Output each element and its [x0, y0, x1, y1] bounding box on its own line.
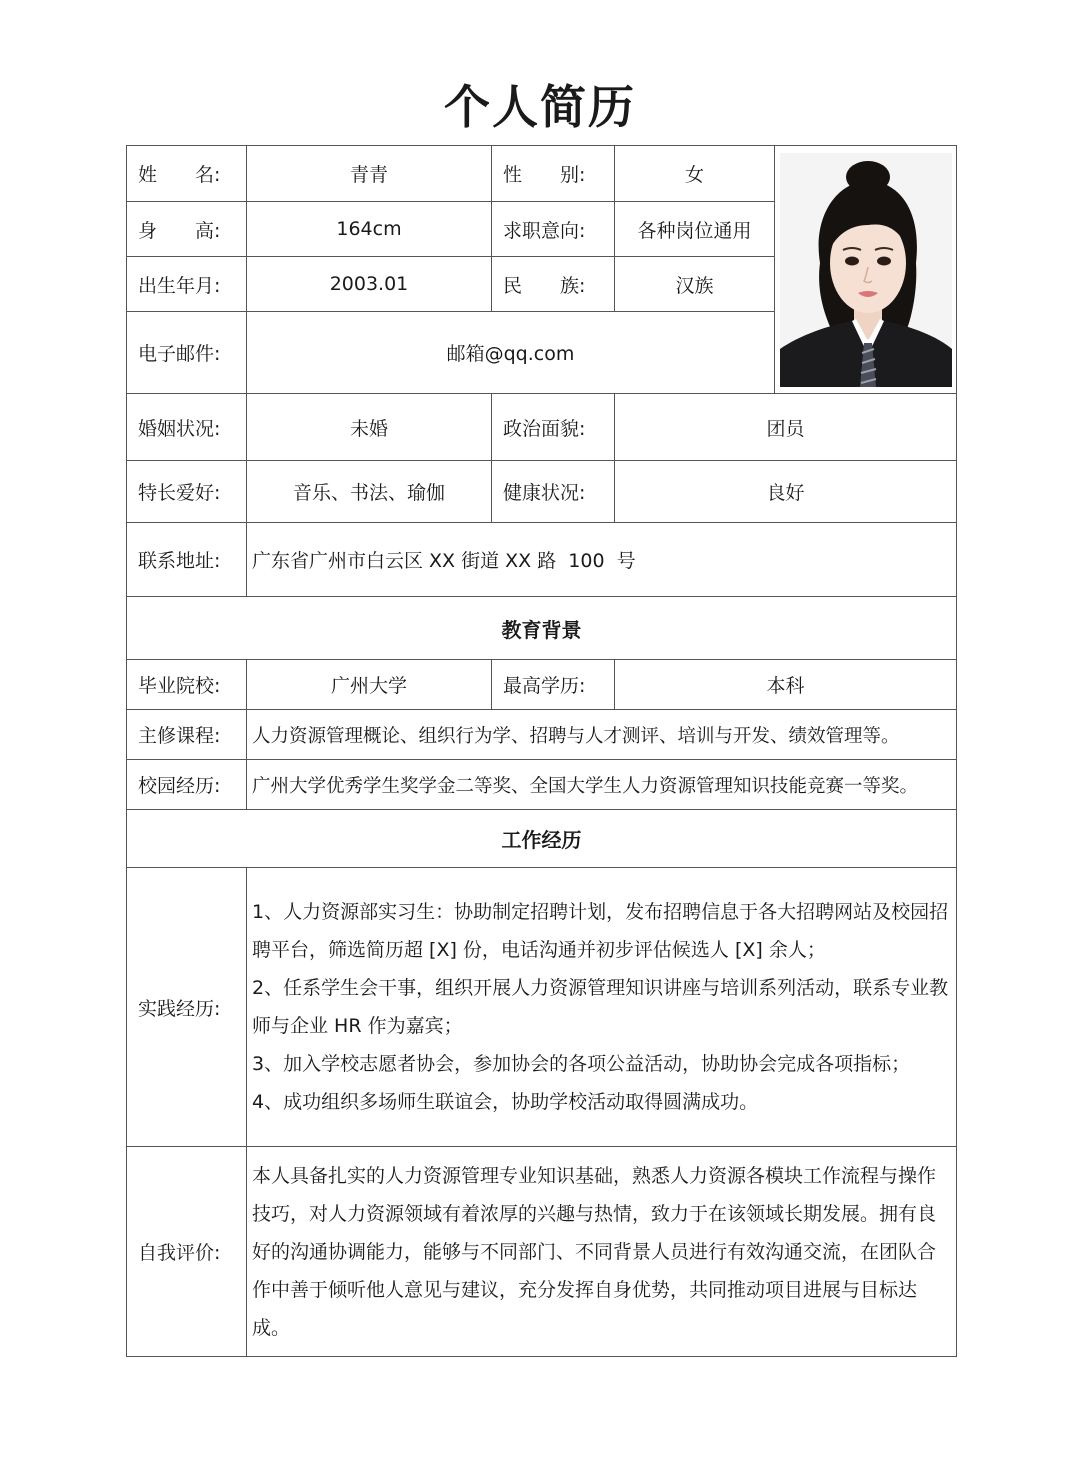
practice-label: 实践经历: — [127, 868, 247, 1147]
intent-value: 各种岗位通用 — [615, 202, 775, 257]
self-label: 自我评价: — [127, 1147, 247, 1357]
hair-bun — [846, 161, 890, 193]
ethnic-label: 民 族: — [492, 257, 615, 312]
profile-photo — [780, 153, 952, 387]
practice-item: 3、加入学校志愿者协会，参加协会的各项公益活动，协助协会完成各项指标； — [252, 1053, 911, 1075]
resume-table — [126, 145, 957, 1357]
work-heading: 工作经历 — [127, 810, 957, 868]
row-hobby — [127, 461, 957, 523]
row-education-heading — [127, 597, 957, 660]
gender-value: 女 — [615, 146, 775, 202]
marital-value: 未婚 — [247, 394, 492, 461]
birth-label: 出生年月: — [127, 257, 247, 312]
political-value: 团员 — [615, 394, 957, 461]
height-value: 164cm — [247, 202, 492, 257]
degree-label: 最高学历: — [492, 660, 615, 710]
courses-label: 主修课程: — [127, 710, 247, 760]
gender-label: 性 别: — [492, 146, 615, 202]
photo-cell — [775, 146, 957, 394]
practice-item: 1、人力资源部实习生：协助制定招聘计划，发布招聘信息于各大招聘网站及校园招聘平台，筛选简历超 [X] 份，电话沟通并初步评估候选人 [X] 余人； — [252, 901, 949, 961]
name-label: 姓 名: — [127, 146, 247, 202]
education-heading: 教育背景 — [127, 597, 957, 660]
campus-label: 校园经历: — [127, 760, 247, 810]
row-courses — [127, 710, 957, 760]
name-value: 青青 — [247, 146, 492, 202]
height-label: 身 高: — [127, 202, 247, 257]
row-self — [127, 1147, 957, 1357]
school-value: 广州大学 — [247, 660, 492, 710]
hobby-label: 特长爱好: — [127, 461, 247, 523]
practice-value — [247, 868, 957, 1147]
row-marital — [127, 394, 957, 461]
intent-label: 求职意向: — [492, 202, 615, 257]
row-address — [127, 523, 957, 597]
row-practice — [127, 868, 957, 1147]
marital-label: 婚姻状况: — [127, 394, 247, 461]
degree-value: 本科 — [615, 660, 957, 710]
school-label: 毕业院校: — [127, 660, 247, 710]
address-label: 联系地址: — [127, 523, 247, 597]
address-value: 广东省广州市白云区 XX 街道 XX 路 100 号 — [247, 523, 957, 597]
row-campus — [127, 760, 957, 810]
hobby-value: 音乐、书法、瑜伽 — [247, 461, 492, 523]
health-label: 健康状况: — [492, 461, 615, 523]
birth-value: 2003.01 — [247, 257, 492, 312]
practice-item: 2、任系学生会干事，组织开展人力资源管理知识讲座与培训系列活动，联系专业教师与企业 HR 作为嘉宾； — [252, 977, 949, 1037]
email-value: 邮箱@qq.com — [247, 312, 775, 394]
political-label: 政治面貌: — [492, 394, 615, 461]
page-title: 个人简历 — [444, 80, 636, 134]
row-name — [127, 146, 957, 202]
email-label: 电子邮件: — [127, 312, 247, 394]
row-work-heading — [127, 810, 957, 868]
courses-value: 人力资源管理概论、组织行为学、招聘与人才测评、培训与开发、绩效管理等。 — [247, 710, 957, 760]
health-value: 良好 — [615, 461, 957, 523]
campus-value: 广州大学优秀学生奖学金二等奖、全国大学生人力资源管理知识技能竞赛一等奖。 — [247, 760, 957, 810]
row-school — [127, 660, 957, 710]
self-value: 本人具备扎实的人力资源管理专业知识基础，熟悉人力资源各模块工作流程与操作技巧，对人力资源领域有着浓厚的兴趣与热情，致力于在该领域长期发展。拥有良好的沟通协调能力，能够与不同部门、不同背景人员进行有效沟通交流，在团队合作中善于倾听他人意见与建议，充分发挥自身优势，共同推动项目进展与目标达成。 — [247, 1147, 957, 1357]
practice-item: 4、成功组织多场师生联谊会，协助学校活动取得圆满成功。 — [252, 1091, 759, 1113]
ethnic-value: 汉族 — [615, 257, 775, 312]
